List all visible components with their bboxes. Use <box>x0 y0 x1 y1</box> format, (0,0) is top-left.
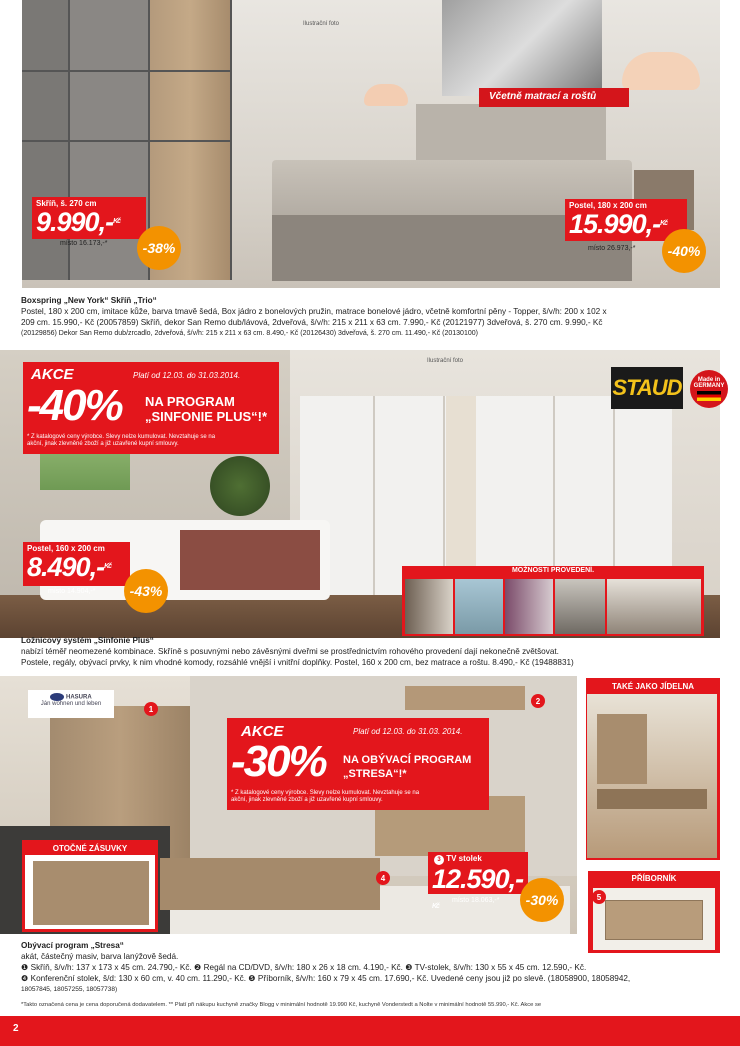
variant-thumb-1 <box>405 579 453 634</box>
hasura-logo <box>28 690 114 718</box>
variant-thumb-2 <box>455 579 503 634</box>
tv-discount-badge: -30% <box>520 878 564 922</box>
page-number: 2 <box>13 1023 19 1034</box>
wardrobe-price-box <box>32 197 146 239</box>
bed2-original-price: místo 14.904,-* <box>48 588 96 595</box>
tv-price: 12.590,- <box>432 864 524 894</box>
dining-title: TAKÉ JAKO JÍDELNA <box>611 682 695 691</box>
stresa-note-line2: akční, jinak zlevněné zboží a již uzavřené kupní smlouvy. <box>231 797 383 803</box>
sinfonie-note-line2: akční, jinak zlevněné zboží a již uzavřené kupní smlouvy. <box>27 441 179 447</box>
hasura-brand: HASURA <box>66 694 92 701</box>
variants-title: MOŽNOSTI PROVEDENÍ. <box>511 567 595 574</box>
lamp-image <box>622 52 700 90</box>
illustrative-label-2: Ilustrační foto <box>427 358 464 364</box>
bed1-currency: Kč <box>660 220 668 227</box>
swivel-drawers-box <box>22 840 158 932</box>
section3-desc-line4: 18057845, 18057255, 18057738) <box>21 986 118 993</box>
section2-desc-line1: nabízí téměř neomezené kombinace. Skříně s posuvnými nebo závěsnými dveřmi se prostřednictvím rohového provedení dají nekonečně zvětšovat. <box>21 647 559 656</box>
section2-description <box>21 635 721 668</box>
stresa-akce-label: AKCE <box>241 723 284 740</box>
variant-thumb-4 <box>555 579 605 634</box>
german-flag-icon <box>697 391 721 401</box>
bed2-caption: Postel, 160 x 200 cm <box>27 544 105 553</box>
lamp-image-small <box>364 84 408 106</box>
section3-desc-line2: ❶ Skříň, š/v/h: 137 x 173 x 45 cm. 24.790,- Kč. ❷ Regál na CD/DVD, š/v/h: 180 x 26 x 18 cm. 4.190,- Kč. ❸ TV-stolek, š/v/h: 130 x 55 x 45 cm. 12.590,- Kč. <box>21 963 587 972</box>
bed2-price-box <box>23 542 130 586</box>
section1-desc-line3: (20129856) Dekor San Remo dub/zrcadlo, 2dveřová, š/v/h: 215 x 211 x 63 cm. 8.490,- Kč (20126430) 3dveřová, š. 270 cm. 11.490,- Kč (20130100) <box>21 330 478 337</box>
stresa-validity: Platí od 12.03. do 31.03. 2014. <box>353 727 463 736</box>
section1-description <box>21 295 721 339</box>
wardrobe-currency: Kč <box>113 218 121 225</box>
sideboard-title: PŘÍBORNÍK <box>631 874 677 883</box>
section3-desc-title: Obývací program „Stresa“ <box>21 941 124 950</box>
stresa-note-line1: * Z katalogové ceny výrobce. Slevy nelze kumulovat. Nevztahuje se na <box>231 790 420 796</box>
sinfonie-note <box>27 434 277 448</box>
bed2-price: 8.490,- <box>27 552 105 582</box>
sinfonie-program-line2: „SINFONIE PLUS“!* <box>145 409 268 424</box>
dining-image <box>587 694 717 858</box>
variants-box <box>402 566 704 636</box>
stresa-discount: -30% <box>231 737 326 786</box>
staud-logo: STAUD <box>611 367 683 409</box>
section3-description <box>21 940 721 995</box>
footnote: *Takto označená cena je cena doporučená dodavatelem. ** Platí při nákupu kuchyně značky Blogg v minimální hodnotě 19.990 Kč, kuchyně Vonderstedt a Nolte v minimální hodnotě 55.990,- Kč. Akce se <box>21 1002 542 1008</box>
stresa-program-line2: „STRESA“!* <box>343 768 407 780</box>
bed2-currency: Kč <box>104 563 112 570</box>
wardrobe-caption: Skříň, š. 270 cm <box>36 199 97 208</box>
made-in-germany-badge <box>690 370 728 408</box>
wardrobe-price: 9.990,- <box>36 207 114 237</box>
section2-desc-title: Ložnicový systém „Sinfonie Plus“ <box>21 636 154 645</box>
wardrobe-original-price: místo 16.173,-* <box>60 240 108 247</box>
blanket <box>180 530 320 590</box>
item-number-5: 5 <box>592 890 606 904</box>
sinfonie-promo-box <box>23 362 279 454</box>
illustrative-label: Ilustrační foto <box>303 21 340 27</box>
hasura-tagline: Ján wohnen und leben <box>40 701 102 707</box>
section3-desc-line3: ❹ Konferenční stolek, š/d: 130 x 60 cm, v. 40 cm. 11.290,- Kč. ❺ Příborník, š/v/h: 160 x 79 x 45 cm. 17.690,- Kč. Uvedené ceny jsou již po slevě. (18058900, 18058942, <box>21 974 631 983</box>
stresa-note <box>231 790 486 804</box>
cd-shelf <box>405 686 525 710</box>
coffee-table <box>160 858 380 910</box>
variant-thumb-5 <box>607 579 701 634</box>
wardrobe-discount-badge: -38% <box>137 226 181 270</box>
hasura-logo-icon <box>50 693 64 701</box>
section1-desc-title: Boxspring „New York“ Skříň „Trio“ <box>21 296 157 305</box>
tv-original-price: místo 18.063,-* <box>452 897 500 904</box>
stresa-promo-box <box>227 718 489 810</box>
item-number-3: 3 <box>434 855 444 865</box>
made-in-label: Made in <box>697 377 721 383</box>
germany-label: GERMANY <box>693 383 725 389</box>
item-number-4: 4 <box>376 871 390 885</box>
plant-image <box>210 456 270 516</box>
bed1-discount-badge: -40% <box>662 229 706 273</box>
sinfonie-program-line1: NA PROGRAM <box>145 394 235 409</box>
variant-thumb-3 <box>505 579 553 634</box>
bed1-price: 15.990,- <box>569 209 661 239</box>
tv-caption: TV stolek <box>446 854 482 863</box>
item-number-1: 1 <box>144 702 158 716</box>
item-number-2: 2 <box>531 694 545 708</box>
bed2-discount-badge: -43% <box>124 569 168 613</box>
drawers-image <box>33 861 149 925</box>
section1-desc-line2: 209 cm. 15.990,- Kč (20057859) Skříň, dekor San Remo dub/lávová, 2dveřová, š/v/h: 215 x 211 x 63 cm. 7.990,- Kč (20121977) 3dveřová, š. 270 cm. 9.990,- Kč <box>21 318 603 327</box>
section3-desc-line1: akát, částečný masiv, barva lanýžově šedá. <box>21 952 179 961</box>
bed1-original-price: místo 26.973,-* <box>588 245 636 252</box>
section2-desc-line2: Postele, regály, obývací prvky, k nim vhodné komody, rozsáhlé vnější i vnitřní doplňky. Postel, 160 x 200 cm, bez matrace a roštu. 8.490,- Kč (19488831) <box>21 658 574 667</box>
mattress-included-badge: Včetně matrací a roštů <box>479 88 629 107</box>
page-footer-bar <box>0 1016 740 1046</box>
bed1-caption: Postel, 180 x 200 cm <box>569 201 647 210</box>
drawers-title: OTOČNÉ ZÁSUVKY <box>25 843 155 855</box>
sinfonie-akce-label: AKCE <box>31 366 74 383</box>
tv-currency: Kč <box>432 903 439 910</box>
wall-picture <box>442 0 602 96</box>
section1-desc-line1: Postel, 180 x 200 cm, imitace kůže, barva tmavě šedá, Box jádro z bonelových pružin, matrace bonelové jádro, včetně komfortní pěny - Topper, š/v/h: 200 x 102 x <box>21 307 607 316</box>
sinfonie-discount: -40% <box>27 381 122 430</box>
stresa-program-line1: NA OBÝVACÍ PROGRAM <box>343 754 472 766</box>
sinfonie-validity: Platí od 12.03. do 31.03.2014. <box>133 371 241 380</box>
sinfonie-note-line1: * Z katalogové ceny výrobce. Slevy nelze kumulovat. Nevztahuje se na <box>27 434 216 440</box>
